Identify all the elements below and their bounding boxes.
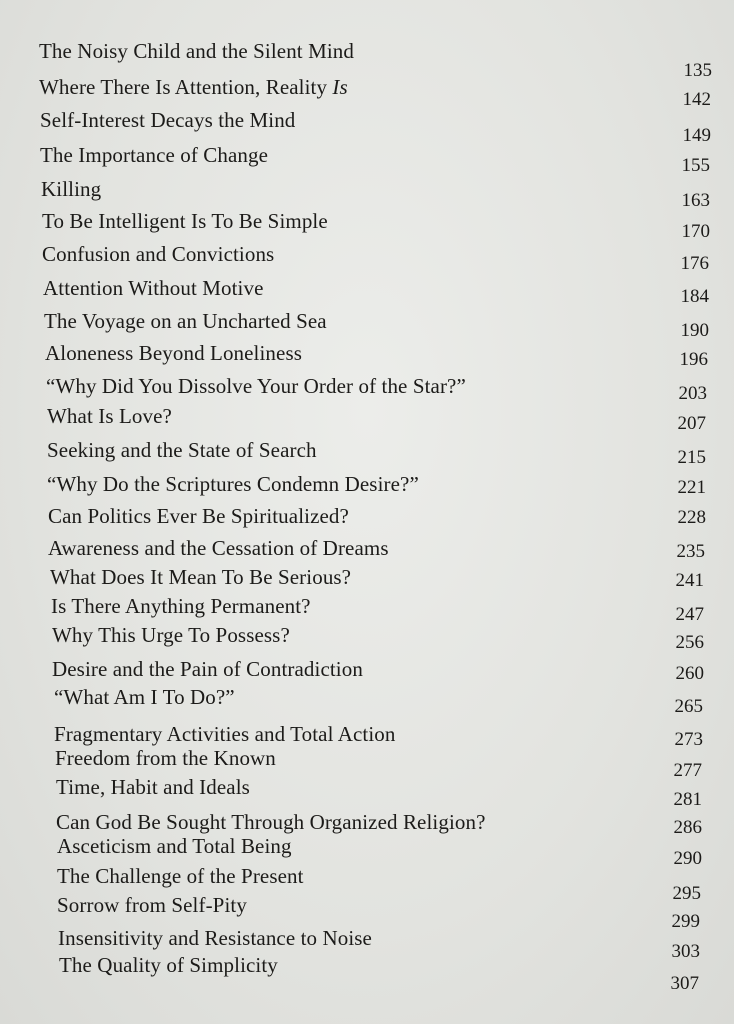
- toc-entry-title: The Quality of Simplicity: [59, 953, 278, 977]
- toc-entry-page-number: 155: [681, 155, 710, 176]
- toc-entry-title: Can God Be Sought Through Organized Religion?: [56, 810, 486, 834]
- toc-entry-title: Awareness and the Cessation of Dreams: [48, 536, 389, 560]
- toc-entry-page-number: 299: [671, 911, 700, 932]
- toc-entry-page-number: 149: [682, 125, 711, 146]
- toc-entry-title: Desire and the Pain of Contradiction: [52, 657, 363, 681]
- toc-entry-page-number: 286: [673, 817, 702, 838]
- toc-entry-page-number: 190: [680, 320, 709, 341]
- toc-entry-title: The Noisy Child and the Silent Mind: [39, 39, 354, 63]
- toc-entry-title: Why This Urge To Possess?: [52, 623, 290, 647]
- toc-entry-title: Sorrow from Self-Pity: [57, 893, 247, 917]
- toc-entry-title: Insensitivity and Resistance to Noise: [58, 926, 372, 950]
- toc-entry-title: Asceticism and Total Being: [57, 834, 292, 858]
- toc-entry-title: “Why Do the Scriptures Condemn Desire?”: [47, 472, 419, 496]
- toc-entry-page-number: 241: [675, 570, 704, 591]
- toc-entry-title: What Does It Mean To Be Serious?: [50, 565, 352, 589]
- toc-entry-title: The Challenge of the Present: [57, 864, 304, 888]
- toc-entry-title: Fragmentary Activities and Total Action: [54, 722, 396, 746]
- toc-entry-page-number: 170: [681, 221, 710, 242]
- toc-entry-page-number: 221: [677, 477, 706, 498]
- toc-entry-title: Self-Interest Decays the Mind: [40, 108, 296, 132]
- toc-entry-page-number: 295: [672, 883, 701, 904]
- toc-entry-title: Freedom from the Known: [55, 746, 276, 770]
- toc-entry-page-number: 307: [670, 973, 699, 994]
- toc-entry-title: The Voyage on an Uncharted Sea: [44, 309, 327, 333]
- toc-entry-title: Time, Habit and Ideals: [56, 775, 250, 799]
- toc-entry-page-number: 290: [673, 848, 702, 869]
- toc-entry-title: What Is Love?: [47, 404, 172, 428]
- toc-entry-title: The Importance of Change: [40, 143, 269, 167]
- toc-entry-page-number: 260: [675, 663, 704, 684]
- toc-entry-page-number: 247: [675, 604, 704, 625]
- toc-entry-page-number: 203: [678, 383, 707, 404]
- toc-entry-page-number: 235: [676, 541, 705, 562]
- toc-entry-page-number: 163: [681, 190, 710, 211]
- toc-entry-page-number: 277: [673, 760, 702, 781]
- toc-entry-page-number: 303: [671, 941, 700, 962]
- toc-entry-page-number: 256: [675, 632, 704, 653]
- toc-entry-page-number: 273: [674, 729, 703, 750]
- toc-entry-title: Aloneness Beyond Loneliness: [45, 341, 302, 365]
- toc-entry-title: Killing: [41, 177, 102, 201]
- toc-entry-page-number: 281: [673, 789, 702, 810]
- toc-entry-title: Seeking and the State of Search: [47, 438, 317, 462]
- toc-entry-page-number: 176: [680, 253, 709, 274]
- toc-entry-title: Attention Without Motive: [43, 276, 264, 300]
- toc-entry-title: Where There Is Attention, Reality Is: [39, 75, 348, 99]
- toc-entry-page-number: 215: [677, 447, 706, 468]
- toc-entry-title: Confusion and Convictions: [42, 242, 275, 266]
- toc-entry-page-number: 135: [683, 60, 712, 81]
- toc-entry-page-number: 142: [682, 89, 711, 110]
- toc-entry-page-number: 228: [677, 507, 706, 528]
- toc-entry-page-number: 196: [679, 349, 708, 370]
- toc-entry-page-number: 207: [677, 413, 706, 434]
- toc-entry-title: Can Politics Ever Be Spiritualized?: [48, 504, 349, 528]
- toc-entry-title: “Why Did You Dissolve Your Order of the Star?”: [46, 374, 466, 398]
- toc-entry-page-number: 265: [674, 696, 703, 717]
- toc-entry-title: Is There Anything Permanent?: [51, 594, 311, 618]
- toc-entry-title: To Be Intelligent Is To Be Simple: [42, 209, 328, 233]
- toc-entry-page-number: 184: [680, 286, 709, 307]
- toc-entry-title: “What Am I To Do?”: [54, 685, 235, 709]
